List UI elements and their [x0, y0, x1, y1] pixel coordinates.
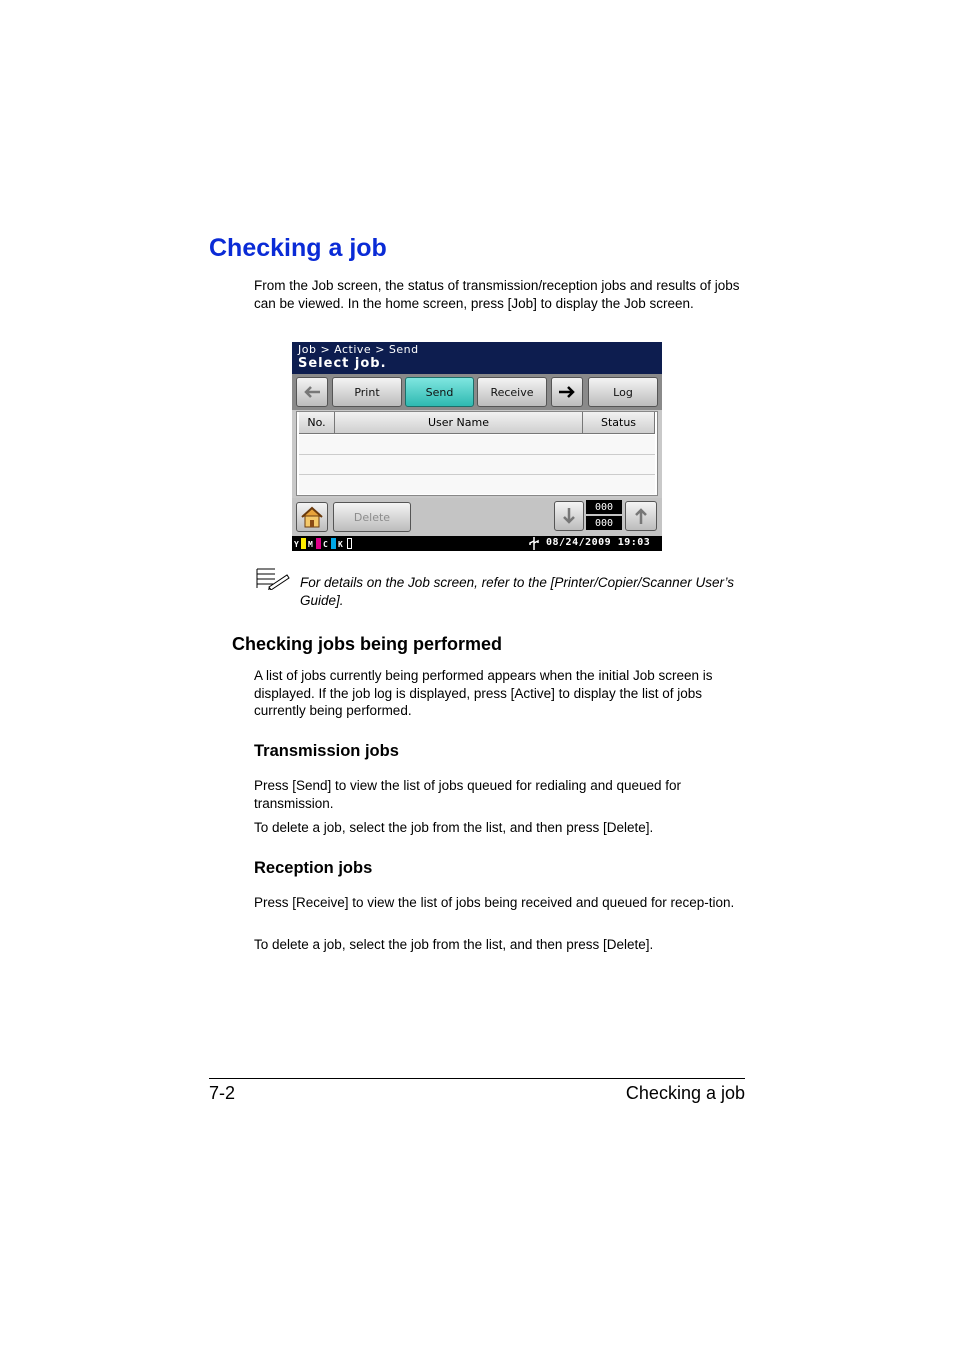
- ink-label: C: [323, 540, 328, 549]
- footer-title: Checking a job: [625, 1083, 745, 1103]
- footer-page-number: 7-2: [209, 1083, 236, 1103]
- tab-log[interactable]: Log: [588, 377, 658, 407]
- panel-datetime: 08/24/2009 19:03: [546, 537, 651, 548]
- panel-status-bar: [292, 536, 662, 551]
- page-counter-total: 000: [586, 516, 622, 530]
- intro-paragraph: From the Job screen, the status of transmission/reception jobs and results of jobs can be viewed. In the home screen, press [Job] to display the Job screen.: [254, 278, 740, 311]
- arrow-up-icon: [634, 507, 648, 525]
- reception-heading: Reception jobs: [254, 859, 373, 877]
- transmission-heading: Transmission jobs: [254, 742, 399, 760]
- arrow-right-icon: [558, 385, 576, 399]
- note-pencil-icon: [255, 566, 291, 590]
- page-counter-current: 000: [586, 500, 622, 514]
- column-header-user-name: User Name: [335, 412, 583, 434]
- reception-paragraph: Press [Receive] to view the list of jobs being received and queued for recep-tion.: [254, 895, 735, 910]
- tab-receive[interactable]: Receive: [477, 377, 547, 407]
- table-row[interactable]: [299, 435, 655, 455]
- section-paragraph: A list of jobs currently being performed appears when the initial Job screen is displayed. If the job log is displayed, press [Active] to display the list of jobs currently being performed.: [254, 668, 713, 718]
- home-icon: [300, 506, 324, 528]
- tab-send[interactable]: Send: [405, 377, 474, 407]
- panel-title: Select job.: [298, 356, 387, 371]
- delete-button[interactable]: Delete: [333, 502, 411, 532]
- ink-label: Y: [294, 540, 299, 549]
- page-title: Checking a job: [209, 234, 387, 262]
- scroll-left-button[interactable]: [296, 377, 328, 407]
- panel-header: [292, 342, 662, 374]
- panel-bottom-bar: [292, 498, 662, 536]
- footer-rule: [209, 1078, 745, 1079]
- home-button[interactable]: [296, 502, 328, 532]
- scroll-down-button[interactable]: [554, 501, 584, 531]
- arrow-left-icon: [303, 385, 321, 399]
- ink-label: K: [338, 540, 343, 549]
- transmission-paragraph: Press [Send] to view the list of jobs queued for redialing and queued for transmission.: [254, 778, 682, 811]
- transmission-delete-paragraph: To delete a job, select the job from the list, and then press [Delete].: [254, 820, 654, 835]
- scroll-up-button[interactable]: [625, 501, 657, 531]
- table-row[interactable]: [299, 455, 655, 475]
- scroll-right-button[interactable]: [551, 377, 583, 407]
- section-heading: Checking jobs being performed: [232, 634, 503, 654]
- job-list-table: [296, 411, 658, 496]
- column-header-no: No.: [299, 412, 335, 434]
- table-row[interactable]: [299, 475, 655, 494]
- panel-tab-row: [292, 374, 662, 410]
- note-text: For details on the Job screen, refer to the [Printer/Copier/Scanner User’s Guide].: [300, 575, 734, 608]
- column-header-status: Status: [583, 412, 655, 434]
- job-screen-panel: [292, 342, 662, 551]
- reception-delete-paragraph: To delete a job, select the job from the list, and then press [Delete].: [254, 937, 654, 952]
- usb-icon: [528, 537, 540, 550]
- arrow-down-icon: [562, 507, 576, 525]
- ink-label: M: [308, 540, 313, 549]
- tab-print[interactable]: Print: [332, 377, 402, 407]
- panel-breadcrumb: Job > Active > Send: [298, 343, 419, 356]
